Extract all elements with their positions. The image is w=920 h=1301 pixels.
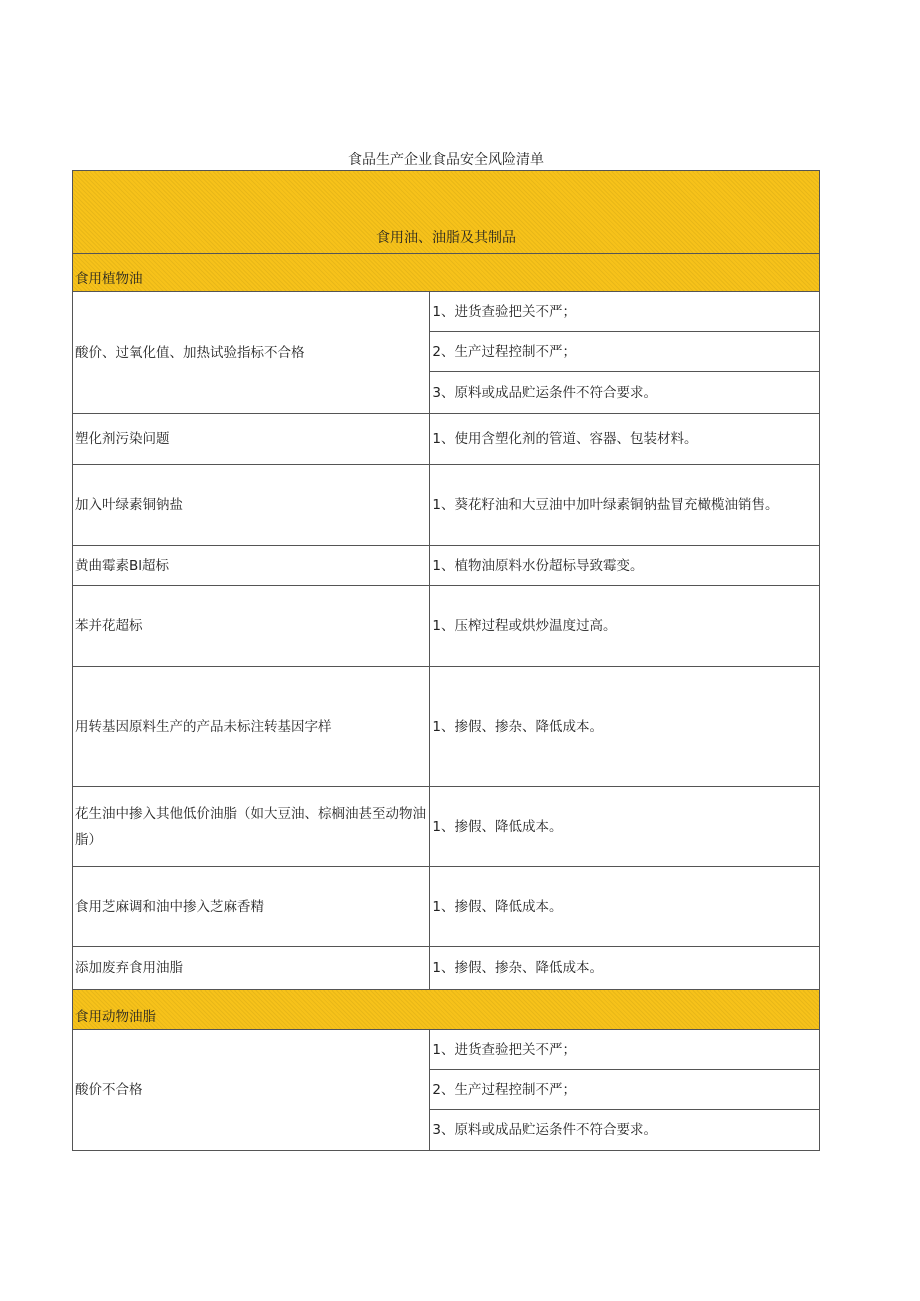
table-row: [73, 465, 820, 546]
table-row: [73, 586, 820, 667]
cause-cell: 3、原料或成品贮运条件不符合要求。: [430, 1110, 820, 1151]
cause-cell: 1、植物油原料水份超标导致霉变。: [430, 546, 820, 586]
cause-cell: 2、生产过程控制不严；: [430, 332, 820, 372]
cause-cell: 1、掺假、掺杂、降低成本。: [430, 667, 820, 787]
category-header: 食用油、油脂及其制品: [73, 171, 820, 254]
hazard-cell: 塑化剂污染问题: [73, 414, 430, 465]
section-title-animal-fat: 食用动物油脂: [73, 990, 820, 1030]
cause-cell: 1、掺假、降低成本。: [430, 867, 820, 947]
hazard-cell: 黄曲霉素Bl超标: [73, 546, 430, 586]
document-title: 食品生产企业食品安全风险清单: [348, 152, 544, 168]
section-title-plant-oil: 食用植物油: [73, 254, 820, 292]
cause-cell: 1、掺假、降低成本。: [430, 787, 820, 867]
table-row: [73, 1030, 820, 1070]
table-row: [73, 546, 820, 586]
table-row: [73, 292, 820, 332]
cause-cell: 1、葵花籽油和大豆油中加叶绿素铜钠盐冒充橄榄油销售。: [430, 465, 820, 546]
cause-cell: 1、掺假、掺杂、降低成本。: [430, 947, 820, 990]
hazard-cell: 花生油中掺入其他低价油脂（如大豆油、棕榈油甚至动物油脂）: [73, 787, 430, 867]
cause-cell: 2、生产过程控制不严；: [430, 1070, 820, 1110]
table-row: [73, 867, 820, 947]
risk-table: [72, 170, 820, 1151]
hazard-cell: 食用芝麻调和油中掺入芝麻香精: [73, 867, 430, 947]
table-row: [73, 787, 820, 867]
hazard-cell: 加入叶绿素铜钠盐: [73, 465, 430, 546]
table-row: [73, 667, 820, 787]
table-row: [73, 414, 820, 465]
cause-cell: 1、进货查验把关不严；: [430, 292, 820, 332]
cause-cell: 1、压榨过程或烘炒温度过高。: [430, 586, 820, 667]
hazard-cell: 添加废弃食用油脂: [73, 947, 430, 990]
hazard-cell: 酸价、过氧化值、加热试验指标不合格: [73, 292, 430, 414]
hazard-cell: 苯并花超标: [73, 586, 430, 667]
cause-cell: 1、使用含塑化剂的管道、容器、包装材料。: [430, 414, 820, 465]
hazard-cell: 用转基因原料生产的产品未标注转基因字样: [73, 667, 430, 787]
hazard-cell: 酸价不合格: [73, 1030, 430, 1151]
cause-cell: 3、原料或成品贮运条件不符合要求。: [430, 372, 820, 414]
table-row: [73, 947, 820, 990]
cause-cell: 1、进货查验把关不严；: [430, 1030, 820, 1070]
